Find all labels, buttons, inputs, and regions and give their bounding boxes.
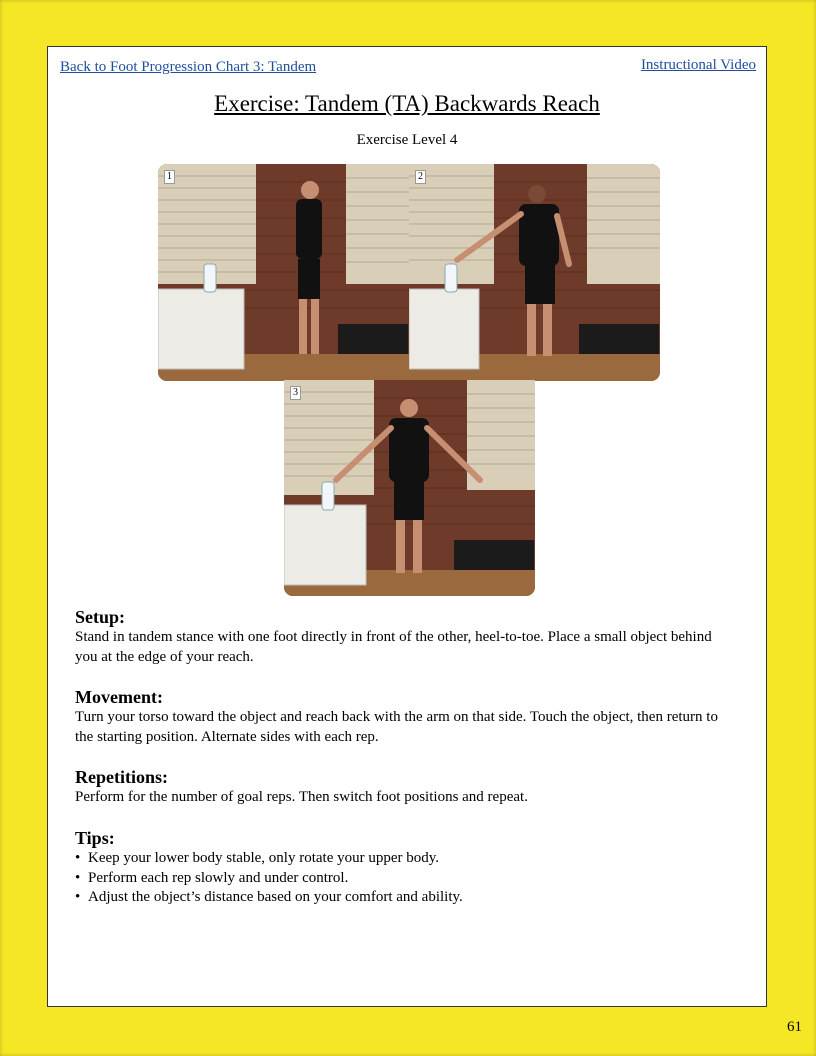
repetitions-section <box>75 766 735 808</box>
setup-section <box>75 606 735 667</box>
tips-list <box>75 849 735 908</box>
page-sheet <box>47 46 767 1007</box>
tip-item: • Perform each rep slowly and under control. <box>75 869 735 889</box>
tip-item: • Keep your lower body stable, only rotate your upper body. <box>75 849 735 869</box>
exercise-photo-2 <box>409 164 660 381</box>
setup-heading: Setup: <box>75 607 126 627</box>
repetitions-text: Perform for the number of goal reps. Then switch foot positions and repeat. <box>75 789 528 805</box>
repetitions-heading: Repetitions: <box>75 767 168 787</box>
instructional-video-link[interactable]: Instructional Video <box>640 57 756 73</box>
tip-item: • Adjust the object’s distance based on your comfort and ability. <box>75 888 735 908</box>
photo-number: 1 <box>164 170 175 184</box>
back-link[interactable]: Back to Foot Progression Chart 3: Tandem <box>60 59 317 75</box>
movement-heading: Movement: <box>75 687 163 707</box>
tips-section <box>75 827 735 908</box>
exercise-level: Exercise Level 4 <box>356 132 458 148</box>
photo-number: 2 <box>415 170 426 184</box>
exercise-photo-1 <box>158 164 409 381</box>
page-title: Exercise: Tandem (TA) Backwards Reach <box>214 91 600 116</box>
photo-number: 3 <box>290 386 301 400</box>
tips-heading: Tips: <box>75 828 115 848</box>
photo-row-top <box>158 164 660 381</box>
movement-text: Turn your torso toward the object and reach back with the arm on that side. Touch the object, then return to the starting position. Alternate sides with each rep. <box>75 709 718 745</box>
movement-section <box>75 686 735 747</box>
setup-text: Stand in tandem stance with one foot directly in front of the other, heel-to-toe. Place a small object behind you at the edge of your reach. <box>75 629 712 665</box>
exercise-photo-3 <box>284 380 535 596</box>
page-number: 61 <box>787 1019 802 1035</box>
